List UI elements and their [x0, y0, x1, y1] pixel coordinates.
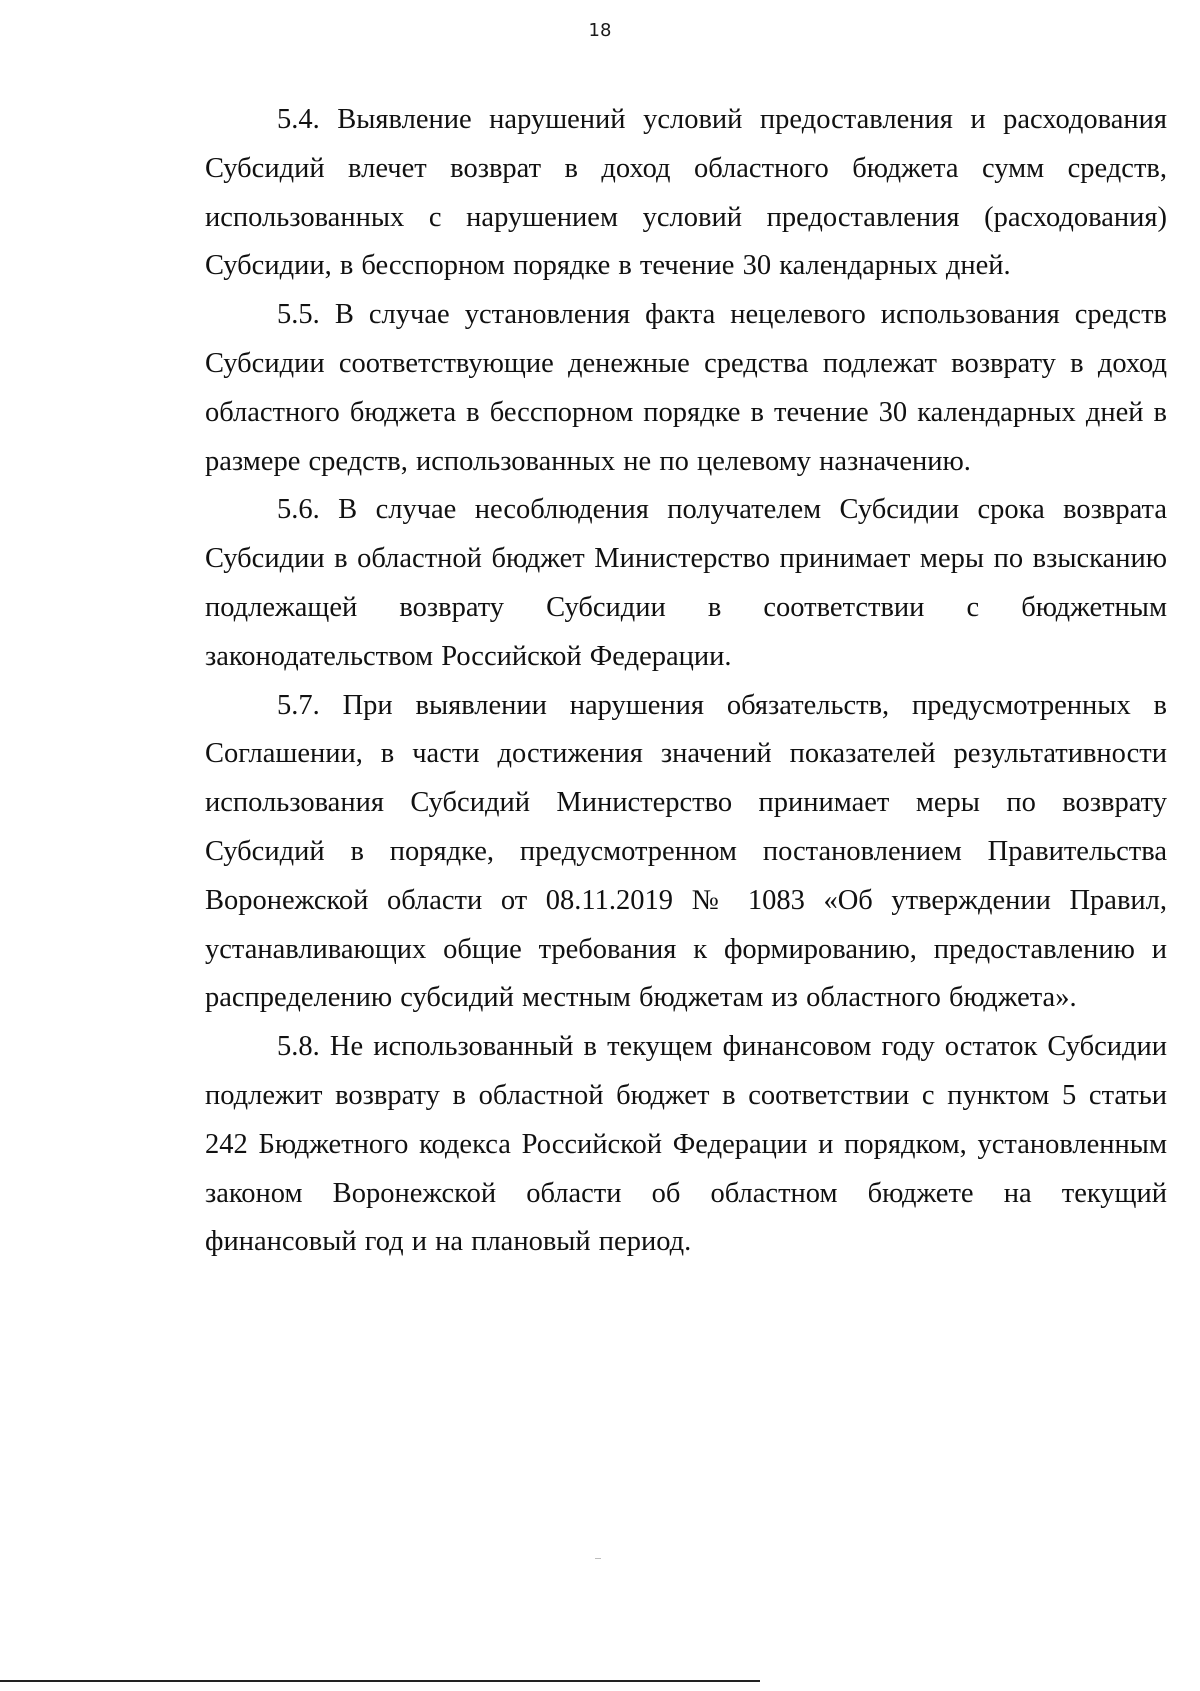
scan-artifact	[595, 1558, 601, 1559]
footer-rule	[0, 1680, 760, 1682]
paragraph-5-4: 5.4. Выявление нарушений условий предоставления и расходования Субсидий влечет возврат в доход областного бюджета сумм средств, использованных с нарушением условий предоставления (расходования) Субсидии, в бесспорном порядке в течение 30 календарных дней.	[205, 104, 1167, 282]
document-body	[205, 96, 1167, 1267]
paragraph-5-6: 5.6. В случае несоблюдения получателем Субсидии срока возврата Субсидии в областной бюджет Министерство принимает меры по взысканию подлежащей возврату Субсидии в соответствии с бюджетным законодательством Российской Федерации.	[205, 494, 1167, 672]
paragraph-5-7: 5.7. При выявлении нарушения обязательств, предусмотренных в Соглашении, в части достижения значений показателей результативности использования Субсидий Министерство принимает меры по возврату Субсидий в порядке, предусмотренном постановлением Правительства Воронежской области от 08.11.2019 № 1083 «Об утверждении Правил, устанавливающих общие требования к формированию, предоставлению и распределению субсидий местным бюджетам из областного бюджета».	[205, 689, 1167, 1014]
paragraph-5-5: 5.5. В случае установления факта нецелевого использования средств Субсидии соответствующие денежные средства подлежат возврату в доход областного бюджета в бесспорном порядке в течение 30 календарных дней в размере средств, использованных не по целевому назначению.	[205, 299, 1167, 477]
paragraph-5-8: 5.8. Не использованный в текущем финансовом году остаток Субсидии подлежит возврату в областной бюджет в соответствии с пунктом 5 статьи 242 Бюджетного кодекса Российской Федерации и порядком, установленным законом Воронежской области об областном бюджете на текущий финансовый год и на плановый период.	[205, 1031, 1167, 1258]
page-number: 18	[588, 20, 612, 41]
